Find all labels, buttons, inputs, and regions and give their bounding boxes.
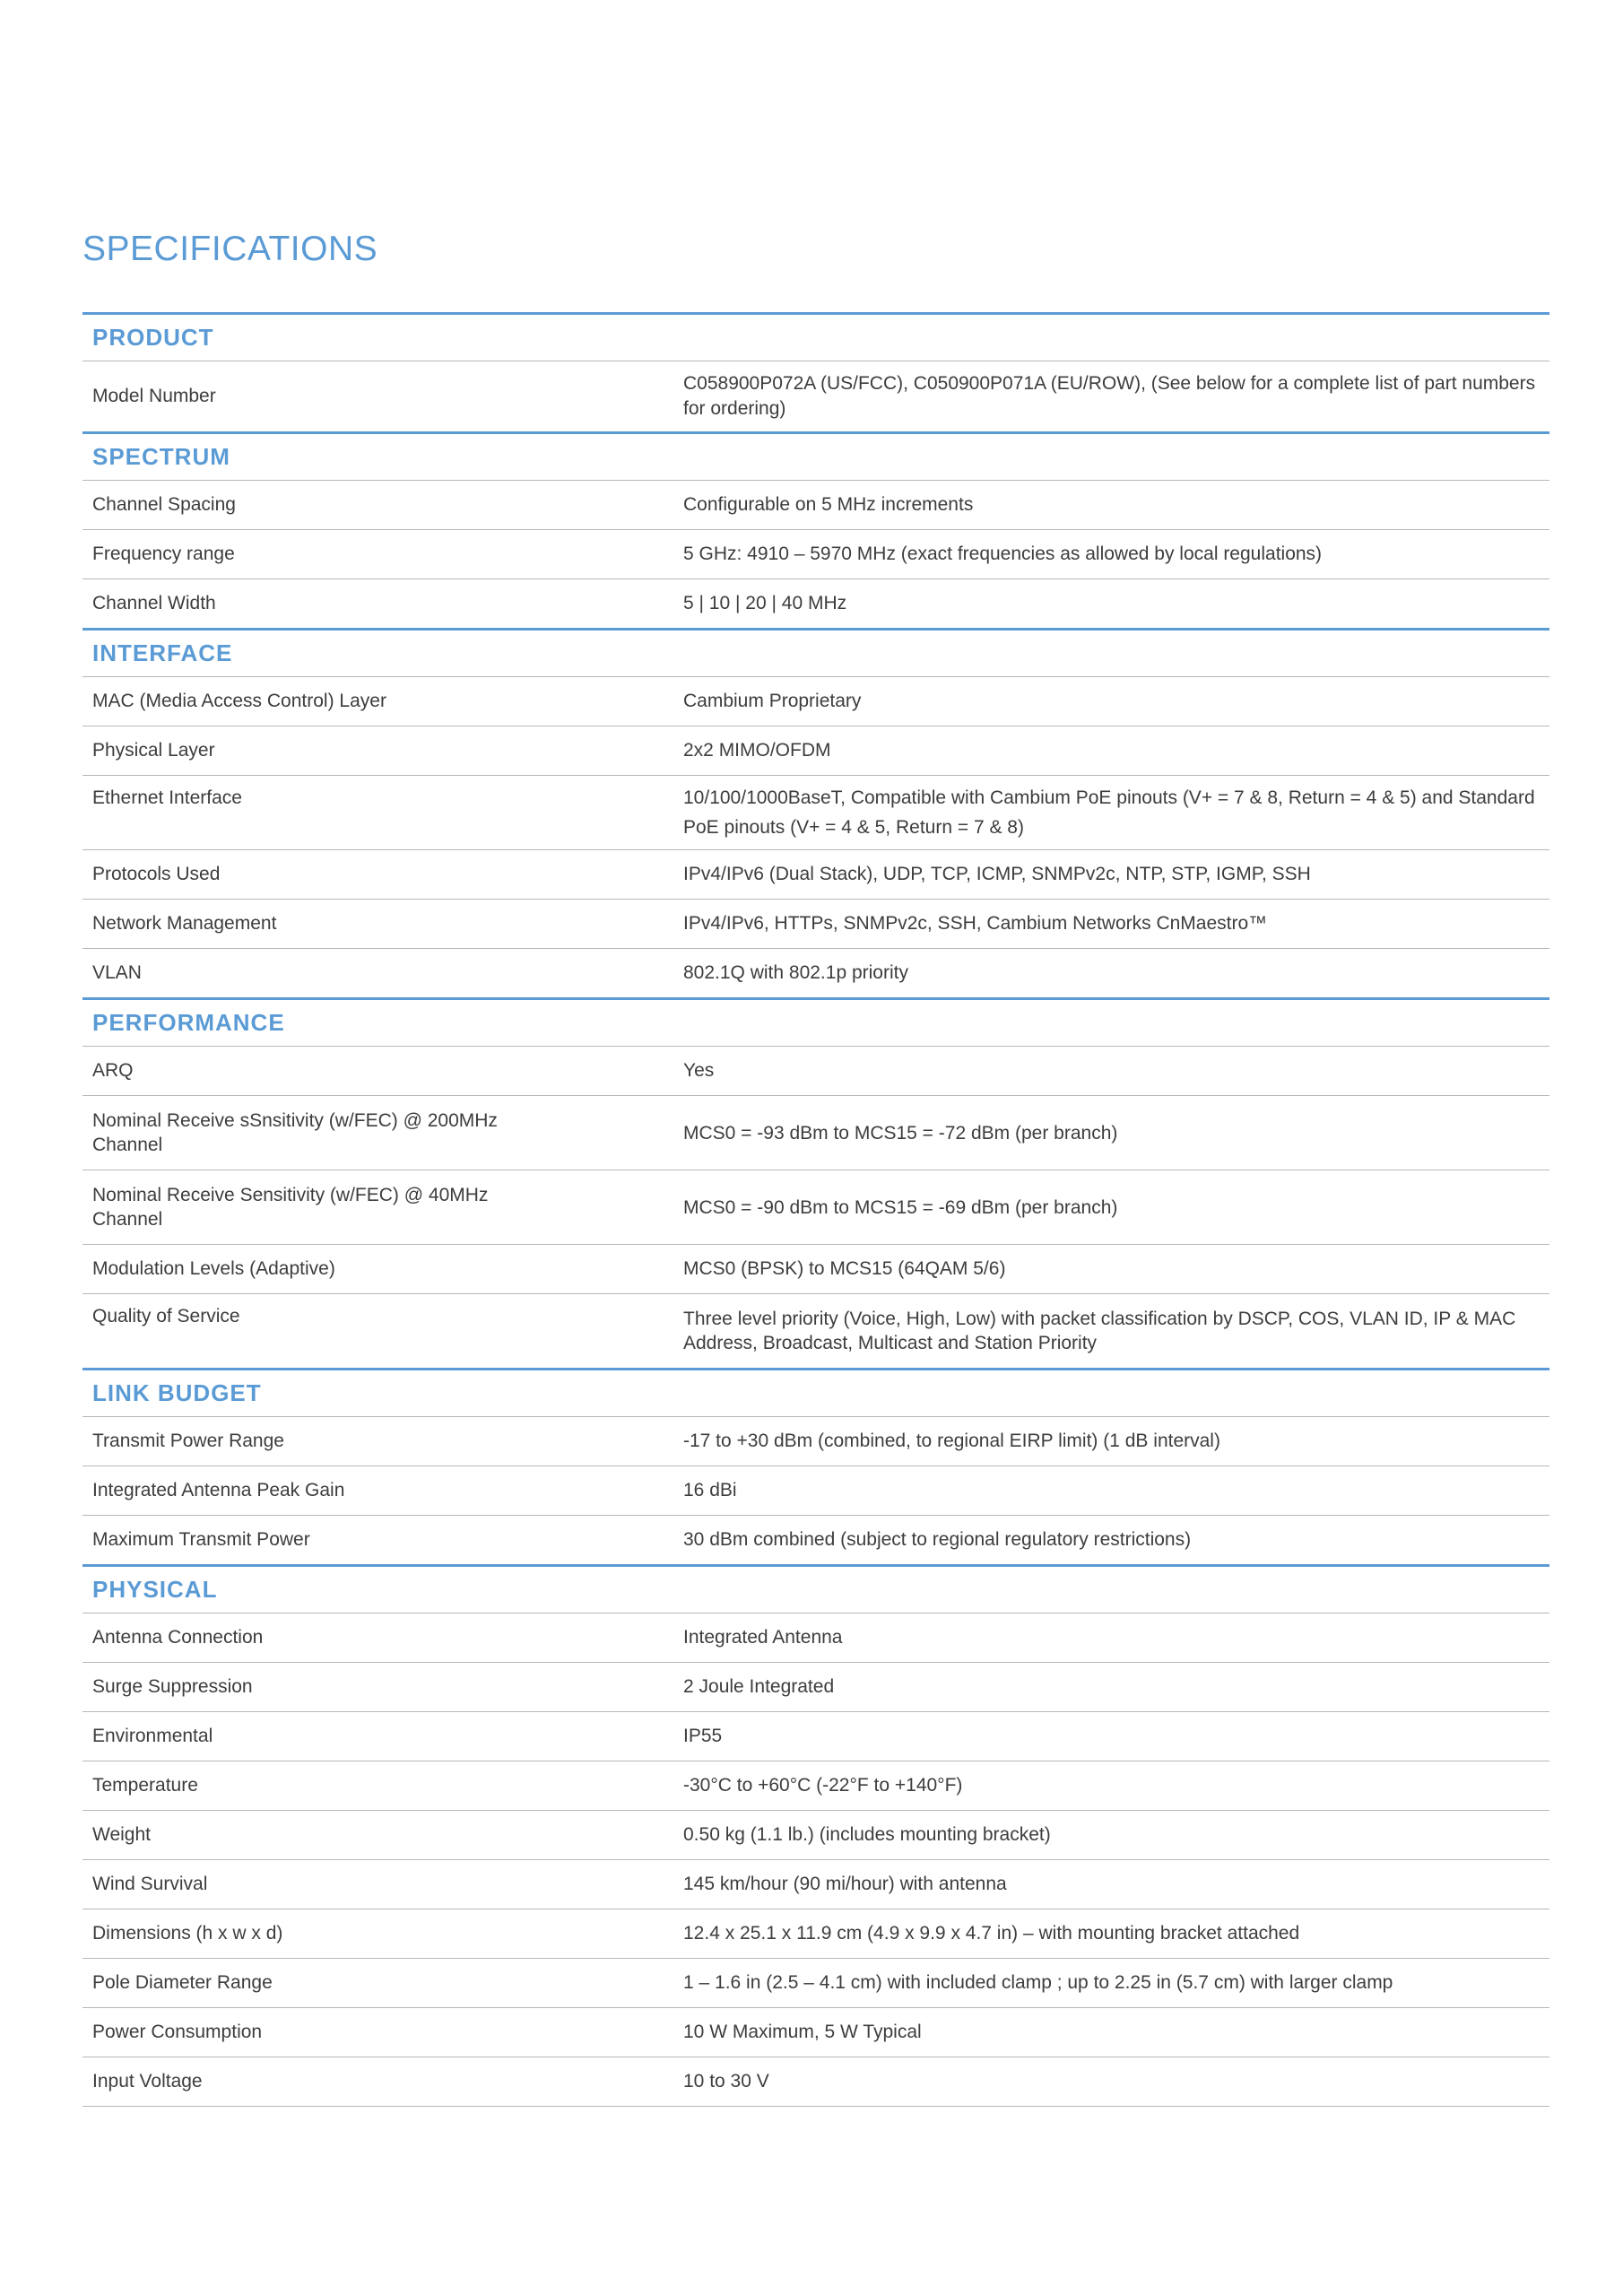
spec-value: -30°C to +60°C (-22°F to +140°F) xyxy=(673,1761,1549,1811)
spec-value: IPv4/IPv6, HTTPs, SNMPv2c, SSH, Cambium Networks CnMaestro™ xyxy=(673,900,1549,949)
spec-value: Integrated Antenna xyxy=(673,1613,1549,1663)
spec-value: 2x2 MIMO/OFDM xyxy=(673,726,1549,776)
spec-label: Environmental xyxy=(82,1712,673,1761)
table-row xyxy=(82,1047,1549,1096)
spec-value: 2 Joule Integrated xyxy=(673,1663,1549,1712)
table-row xyxy=(82,677,1549,726)
table-row xyxy=(82,1860,1549,1909)
spec-label: ARQ xyxy=(82,1047,673,1096)
spec-value: 1 – 1.6 in (2.5 – 4.1 cm) with included clamp ; up to 2.25 in (5.7 cm) with larger clamp xyxy=(673,1959,1549,2008)
spec-value: -17 to +30 dBm (combined, to regional EIRP limit) (1 dB interval) xyxy=(673,1417,1549,1466)
section-heading: PERFORMANCE xyxy=(82,999,1549,1047)
spec-value: IPv4/IPv6 (Dual Stack), UDP, TCP, ICMP, SNMPv2c, NTP, STP, IGMP, SSH xyxy=(673,850,1549,900)
spec-label: Nominal Receive Sensitivity (w/FEC) @ 40MHz Channel xyxy=(82,1170,673,1245)
spec-value: Three level priority (Voice, High, Low) with packet classification by DSCP, COS, VLAN ID, IP & MAC Address, Broadcast, Multicast and Station Priority xyxy=(673,1294,1549,1370)
spec-value: Cambium Proprietary xyxy=(673,677,1549,726)
spec-label: Transmit Power Range xyxy=(82,1417,673,1466)
spec-value: IP55 xyxy=(673,1712,1549,1761)
spec-sheet xyxy=(82,224,1549,2107)
spec-label: Maximum Transmit Power xyxy=(82,1516,673,1566)
spec-label: Channel Width xyxy=(82,579,673,630)
spec-label: Antenna Connection xyxy=(82,1613,673,1663)
spec-label: Physical Layer xyxy=(82,726,673,776)
table-row xyxy=(82,1613,1549,1663)
page-title: SPECIFICATIONS xyxy=(82,230,378,268)
spec-value: 802.1Q with 802.1p priority xyxy=(673,949,1549,999)
table-row xyxy=(82,1712,1549,1761)
section-heading: INTERFACE xyxy=(82,630,1549,677)
section-header-product xyxy=(82,314,1549,361)
section-header-performance xyxy=(82,999,1549,1047)
table-row xyxy=(82,1466,1549,1516)
spec-value: MCS0 (BPSK) to MCS15 (64QAM 5/6) xyxy=(673,1245,1549,1294)
spec-label: Power Consumption xyxy=(82,2008,673,2057)
spec-label: Temperature xyxy=(82,1761,673,1811)
section-header-spectrum xyxy=(82,433,1549,481)
table-row xyxy=(82,2008,1549,2057)
table-row xyxy=(82,1663,1549,1712)
table-row xyxy=(82,1909,1549,1959)
section-header-link-budget xyxy=(82,1370,1549,1417)
spec-label: Nominal Receive sSnsitivity (w/FEC) @ 200MHz Channel xyxy=(82,1096,673,1170)
table-row xyxy=(82,1959,1549,2008)
spec-label: Dimensions (h x w x d) xyxy=(82,1909,673,1959)
spec-label: Protocols Used xyxy=(82,850,673,900)
table-row xyxy=(82,1417,1549,1466)
table-row xyxy=(82,1811,1549,1860)
spec-label: MAC (Media Access Control) Layer xyxy=(82,677,673,726)
spec-value: 5 GHz: 4910 – 5970 MHz (exact frequencies as allowed by local regulations) xyxy=(673,530,1549,579)
table-row xyxy=(82,900,1549,949)
table-row xyxy=(82,726,1549,776)
table-row xyxy=(82,361,1549,433)
table-row xyxy=(82,1245,1549,1294)
spec-label: Quality of Service xyxy=(82,1294,673,1370)
section-heading: PRODUCT xyxy=(82,314,1549,361)
table-row xyxy=(82,1516,1549,1566)
spec-value: 10/100/1000BaseT, Compatible with Cambium PoE pinouts (V+ = 7 & 8, Return = 4 & 5) and Standard PoE pinouts (V+ = 4 & 5, Return = 7 & 8) xyxy=(673,776,1549,850)
table-row xyxy=(82,1170,1549,1245)
spec-label: Ethernet Interface xyxy=(82,776,673,850)
table-row xyxy=(82,1761,1549,1811)
spec-value: 10 to 30 V xyxy=(673,2057,1549,2107)
table-row xyxy=(82,481,1549,530)
spec-value: 16 dBi xyxy=(673,1466,1549,1516)
spec-label: Network Management xyxy=(82,900,673,949)
section-heading: LINK BUDGET xyxy=(82,1370,1549,1417)
spec-label: Frequency range xyxy=(82,530,673,579)
table-row xyxy=(82,579,1549,630)
section-heading: PHYSICAL xyxy=(82,1566,1549,1613)
spec-value: 30 dBm combined (subject to regional regulatory restrictions) xyxy=(673,1516,1549,1566)
spec-label: Integrated Antenna Peak Gain xyxy=(82,1466,673,1516)
section-header-interface xyxy=(82,630,1549,677)
spec-label: VLAN xyxy=(82,949,673,999)
table-row xyxy=(82,850,1549,900)
spec-label: Weight xyxy=(82,1811,673,1860)
spec-value: MCS0 = -90 dBm to MCS15 = -69 dBm (per branch) xyxy=(673,1170,1549,1245)
spec-value: C058900P072A (US/FCC), C050900P071A (EU/ROW), (See below for a complete list of part numbers for ordering) xyxy=(673,361,1549,433)
table-row xyxy=(82,776,1549,850)
spec-value: Configurable on 5 MHz increments xyxy=(673,481,1549,530)
spec-label: Surge Suppression xyxy=(82,1663,673,1712)
spec-value: 10 W Maximum, 5 W Typical xyxy=(673,2008,1549,2057)
table-row xyxy=(82,1096,1549,1170)
spec-value: MCS0 = -93 dBm to MCS15 = -72 dBm (per branch) xyxy=(673,1096,1549,1170)
table-row xyxy=(82,949,1549,999)
section-heading: SPECTRUM xyxy=(82,433,1549,481)
spec-label: Model Number xyxy=(82,361,673,433)
spec-value: 12.4 x 25.1 x 11.9 cm (4.9 x 9.9 x 4.7 in) – with mounting bracket attached xyxy=(673,1909,1549,1959)
table-row xyxy=(82,2057,1549,2107)
specifications-table xyxy=(82,312,1549,2107)
spec-label: Channel Spacing xyxy=(82,481,673,530)
spec-label: Input Voltage xyxy=(82,2057,673,2107)
table-row xyxy=(82,530,1549,579)
spec-label: Modulation Levels (Adaptive) xyxy=(82,1245,673,1294)
spec-label: Pole Diameter Range xyxy=(82,1959,673,2008)
spec-label: Wind Survival xyxy=(82,1860,673,1909)
section-header-physical xyxy=(82,1566,1549,1613)
table-row xyxy=(82,1294,1549,1370)
spec-value: 145 km/hour (90 mi/hour) with antenna xyxy=(673,1860,1549,1909)
spec-value: 5 | 10 | 20 | 40 MHz xyxy=(673,579,1549,630)
spec-value: Yes xyxy=(673,1047,1549,1096)
spec-value: 0.50 kg (1.1 lb.) (includes mounting bracket) xyxy=(673,1811,1549,1860)
